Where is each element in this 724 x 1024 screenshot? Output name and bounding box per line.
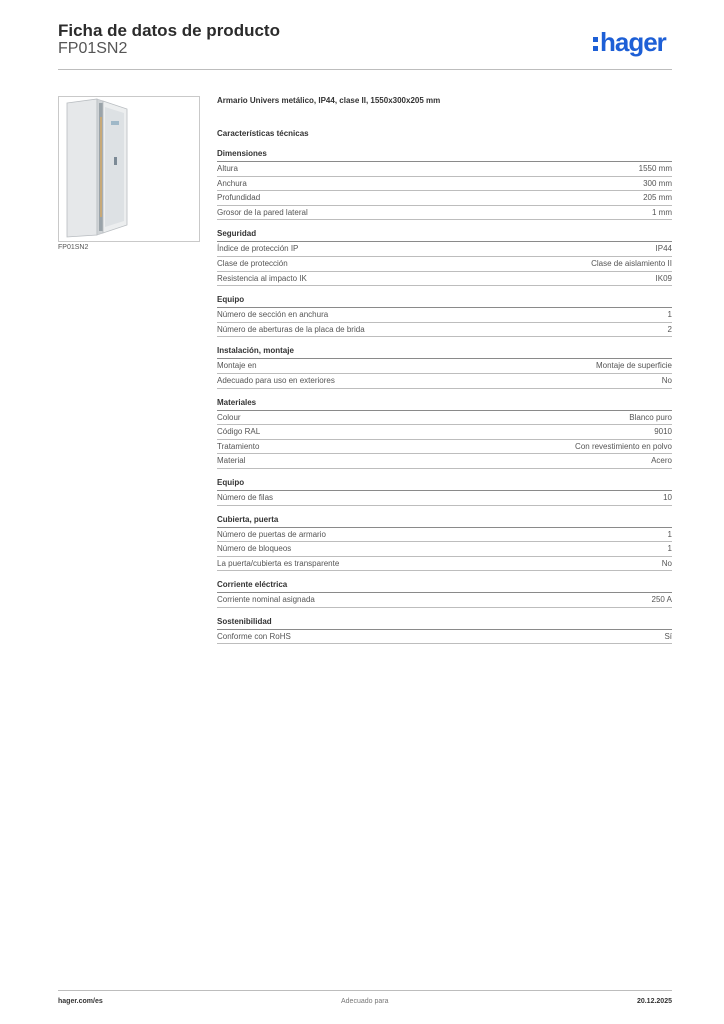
spec-value: Acero [651, 456, 672, 466]
spec-row [217, 206, 672, 221]
spec-row [217, 162, 672, 177]
section-title: Equipo [217, 478, 672, 491]
spec-value: Clase de aislamiento II [591, 258, 672, 268]
spec-section [217, 229, 672, 286]
section-title: Dimensiones [217, 149, 672, 162]
spec-label: Tratamiento [217, 441, 260, 451]
image-caption: FP01SN2 [58, 244, 89, 251]
spec-label: Índice de protección IP [217, 244, 299, 254]
section-title: Instalación, montaje [217, 346, 672, 359]
spec-row [217, 593, 672, 608]
spec-label: Grosor de la pared lateral [217, 207, 308, 217]
header-divider [58, 69, 672, 70]
spec-label: Número de sección en anchura [217, 310, 329, 320]
product-description: Armario Univers metálico, IP44, clase II, 1550x300x205 mm [217, 96, 441, 105]
logo-text: hager [600, 27, 666, 57]
spec-row [217, 491, 672, 506]
hager-logo[interactable] [593, 27, 666, 57]
spec-value: 300 mm [643, 178, 672, 188]
spec-label: Corriente nominal asignada [217, 595, 315, 605]
spec-value: 1 [667, 529, 672, 539]
spec-section [217, 346, 672, 388]
spec-label: Material [217, 456, 246, 466]
spec-row [217, 272, 672, 287]
spec-row [217, 542, 672, 557]
spec-label: Adecuado para uso en exteriores [217, 375, 335, 385]
spec-row [217, 528, 672, 543]
cabinet-image [59, 97, 199, 241]
spec-label: Clase de protección [217, 258, 288, 268]
spec-row [217, 191, 672, 206]
spec-label: La puerta/cubierta es transparente [217, 558, 340, 568]
spec-section [217, 149, 672, 220]
spec-value: 1 mm [652, 207, 672, 217]
product-image [58, 96, 200, 242]
spec-value: 250 A [651, 595, 672, 605]
spec-label: Anchura [217, 178, 247, 188]
spec-section [217, 398, 672, 469]
spec-label: Montaje en [217, 361, 257, 371]
spec-label: Resistencia al impacto IK [217, 273, 307, 283]
spec-row [217, 411, 672, 426]
spec-row [217, 323, 672, 338]
footer-website-link[interactable]: hager.com/es [58, 998, 103, 1005]
spec-value: No [661, 558, 672, 568]
spec-row [217, 257, 672, 272]
spec-label: Código RAL [217, 427, 261, 437]
spec-label: Número de aberturas de la placa de brida [217, 324, 365, 334]
spec-value: 1550 mm [638, 164, 672, 173]
spec-row [217, 630, 672, 645]
spec-row [217, 425, 672, 440]
section-title: Seguridad [217, 229, 672, 242]
spec-row [217, 557, 672, 572]
spec-value: 9010 [654, 427, 672, 437]
spec-value: No [661, 375, 672, 385]
spec-section [217, 295, 672, 337]
spec-value: Sí [664, 631, 672, 641]
spec-label: Conforme con RoHS [217, 631, 291, 641]
spec-label: Profundidad [217, 193, 261, 203]
spec-label: Altura [217, 164, 238, 173]
spec-section [217, 478, 672, 506]
spec-value: 1 [667, 544, 672, 554]
spec-label: Número de bloqueos [217, 544, 292, 554]
spec-value: 10 [663, 492, 672, 502]
spec-value: Con revestimiento en polvo [575, 441, 672, 451]
section-title: Corriente eléctrica [217, 580, 672, 593]
section-title: Cubierta, puerta [217, 515, 672, 528]
spec-row [217, 308, 672, 323]
spec-value: 205 mm [643, 193, 672, 203]
spec-value: 2 [667, 324, 672, 334]
spec-row [217, 177, 672, 192]
spec-row [217, 359, 672, 374]
datasheet-content [217, 96, 672, 653]
section-title: Materiales [217, 398, 672, 411]
spec-label: Colour [217, 412, 241, 422]
spec-label: Número de filas [217, 492, 274, 502]
spec-sections [217, 149, 672, 644]
spec-row [217, 440, 672, 455]
spec-value: IP44 [655, 244, 672, 254]
spec-value: IK09 [655, 273, 672, 283]
spec-row [217, 374, 672, 389]
footer-divider [58, 990, 672, 991]
tech-heading: Características técnicas [217, 129, 309, 138]
spec-label: Número de puertas de armario [217, 529, 326, 539]
product-reference: FP01SN2 [58, 40, 128, 57]
spec-section [217, 580, 672, 608]
spec-value: Montaje de superficie [595, 361, 672, 371]
logo-dots-icon [593, 37, 598, 51]
spec-row [217, 242, 672, 257]
spec-row [217, 454, 672, 469]
footer-note: Adecuado para [341, 998, 389, 1005]
spec-value: 1 [667, 310, 672, 320]
spec-section [217, 617, 672, 645]
page-title: Ficha de datos de producto [58, 21, 280, 40]
spec-value: Blanco puro [629, 412, 672, 422]
footer-date: 20.12.2025 [636, 998, 672, 1005]
section-title: Sostenibilidad [217, 617, 672, 630]
spec-section [217, 515, 672, 572]
section-title: Equipo [217, 295, 672, 308]
